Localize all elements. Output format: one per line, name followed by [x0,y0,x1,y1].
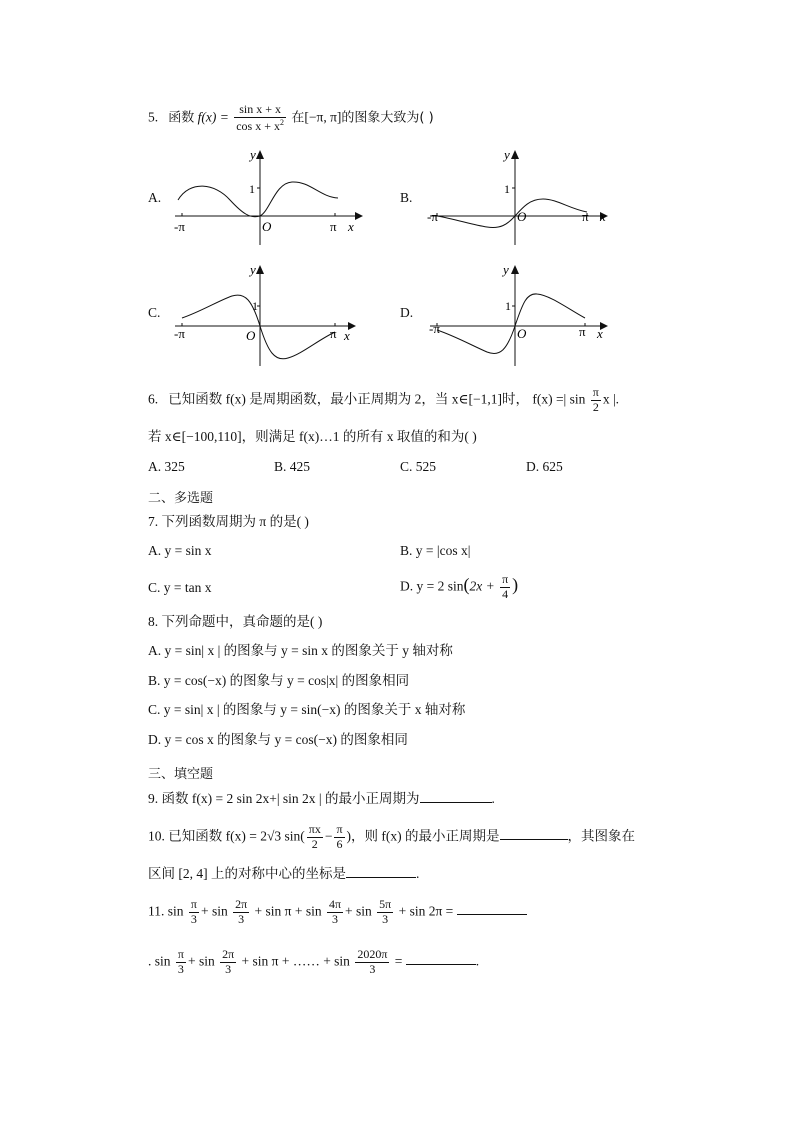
q9-stem: 9. 函数 f(x) = 2 sin 2x+| sin 2x | 的最小正周期为 . [148,791,495,806]
axis-y-label: y [250,262,256,277]
q5-fraction [234,103,286,134]
tick-pi: π [579,324,586,339]
q6-stem-line1: 6. 已知函数 f(x) 是周期函数，最小正周期为 2，当 x∈[−1,1]时， f(x) =| sin $\frac{\pi}{2}$ x |. [148,385,620,414]
q8-stem: 8. 下列命题中，真命题的是( ) [148,614,323,629]
section-fill-blank: 三、填空题 [148,767,214,782]
q7-option-a: A. y = sin x [148,543,212,558]
q5-option-a-label: A. [148,190,162,205]
q7-option-b: B. y = |cos x| [400,543,471,558]
q5-fx: f(x) = [197,109,229,125]
q6-choice-d: D. 625 [526,459,563,474]
q10-stem-line2: 区间 [2, 4] 上的对称中心的坐标是 . [148,866,420,881]
q8-option-d: D. y = cos x 的图象与 y = cos(−x) 的图象相同 [148,732,408,747]
q6-stem-line2: 若 x∈[−100,110]，则满足 f(x)…1 的所有 x 取值的和为( ) [148,429,477,444]
q5-numerator: sin x + x [234,103,286,118]
tick-neg-pi: -π [429,321,440,336]
q5-option-b-label: B. [400,190,413,205]
q5-interval: [−π, π] [304,109,342,125]
q5-stem: 5. 函数 f(x) = $\frac{\text{sin x + x}}{\cos x + x^2}$ 在[−π, π]的图象大致为( ) [148,102,434,133]
tick-neg-pi: -π [427,209,438,224]
axis-x-label: x [344,328,350,343]
answer-blank[interactable] [420,790,492,803]
q7-option-c: C. y = tan x [148,580,212,595]
answer-blank-sum1[interactable] [457,902,527,915]
q5-graph-c [170,260,370,368]
origin-label: O [517,209,527,224]
section-multiple-choice: 二、多选题 [148,491,214,506]
q6-choice-a: A. 325 [148,459,185,474]
tick-one: 1 [252,299,258,313]
q11-line2: . sin $\frac{\pi}{3}$ + sin $\frac{2\pi}{3}$ + sin π + …… + sin $\frac{2020\pi}{3}$ = . [148,947,480,976]
q5-denominator: $\cos x + x^2$ [236,117,284,133]
q10-stem-line1: 10. 已知函数 f(x) = 2√3 sin( $\frac{\pi x}{2}$ − $\frac{\pi}{6}$ )，则 f(x) 的最小正周期是 ，其图象在 [148,822,635,851]
q5-graph-b [425,145,625,250]
q7-option-d: D. y = 2 sin(2x + $\frac{\pi}{4}$ ) [400,572,519,601]
q6-choice-c: C. 525 [400,459,437,474]
tick-one: 1 [505,299,511,313]
axis-x-label: x [600,209,606,224]
tick-neg-pi: -π [174,326,185,341]
q8-option-c: C. y = sin| x | 的图象与 y = sin(−x) 的图象关于 x 轴对称 [148,702,466,717]
origin-label: O [262,219,272,234]
tick-pi: π [330,219,337,234]
q11-line1: 11. sin $\frac{\pi}{3}$ + sin $\frac{2\pi}{3}$ + sin π + sin $\frac{4\pi}{3}$ + sin $\frac{5\pi}{3}$ + sin 2π = [148,898,527,927]
q8-option-b: B. y = cos(−x) 的图象与 y = cos|x| 的图象相同 [148,673,410,688]
q8-option-a: A. y = sin| x | 的图象与 y = sin x 的图象关于 y 轴对称 [148,643,453,658]
axis-x-label: x [348,219,354,234]
axis-y-label: y [504,147,510,162]
axis-x-label: x [597,326,603,341]
tick-pi: π [330,326,337,341]
q5-number: 5. [148,109,159,125]
q5-graph-a [170,145,370,250]
axis-y-label: y [250,147,256,162]
answer-blank-period[interactable] [500,827,568,840]
q5-tail: 的图象大致为( ) [341,110,434,126]
answer-blank-sum2[interactable] [406,952,476,965]
tick-one: 1 [249,182,255,196]
tick-one: 1 [504,182,510,196]
tick-neg-pi: -π [174,219,185,234]
origin-label: O [517,326,527,341]
axis-y-label: y [503,262,509,277]
tick-pi: π [582,209,589,224]
answer-blank-center[interactable] [346,865,416,878]
q5-graph-d [425,260,625,368]
q6-choice-b: B. 425 [274,459,311,474]
q7-stem: 7. 下列函数周期为 π 的是( ) [148,514,309,529]
q5-lead: 函数 [168,110,195,126]
origin-label: O [246,328,256,343]
q5-option-c-label: C. [148,305,161,320]
q5-option-d-label: D. [400,305,414,320]
